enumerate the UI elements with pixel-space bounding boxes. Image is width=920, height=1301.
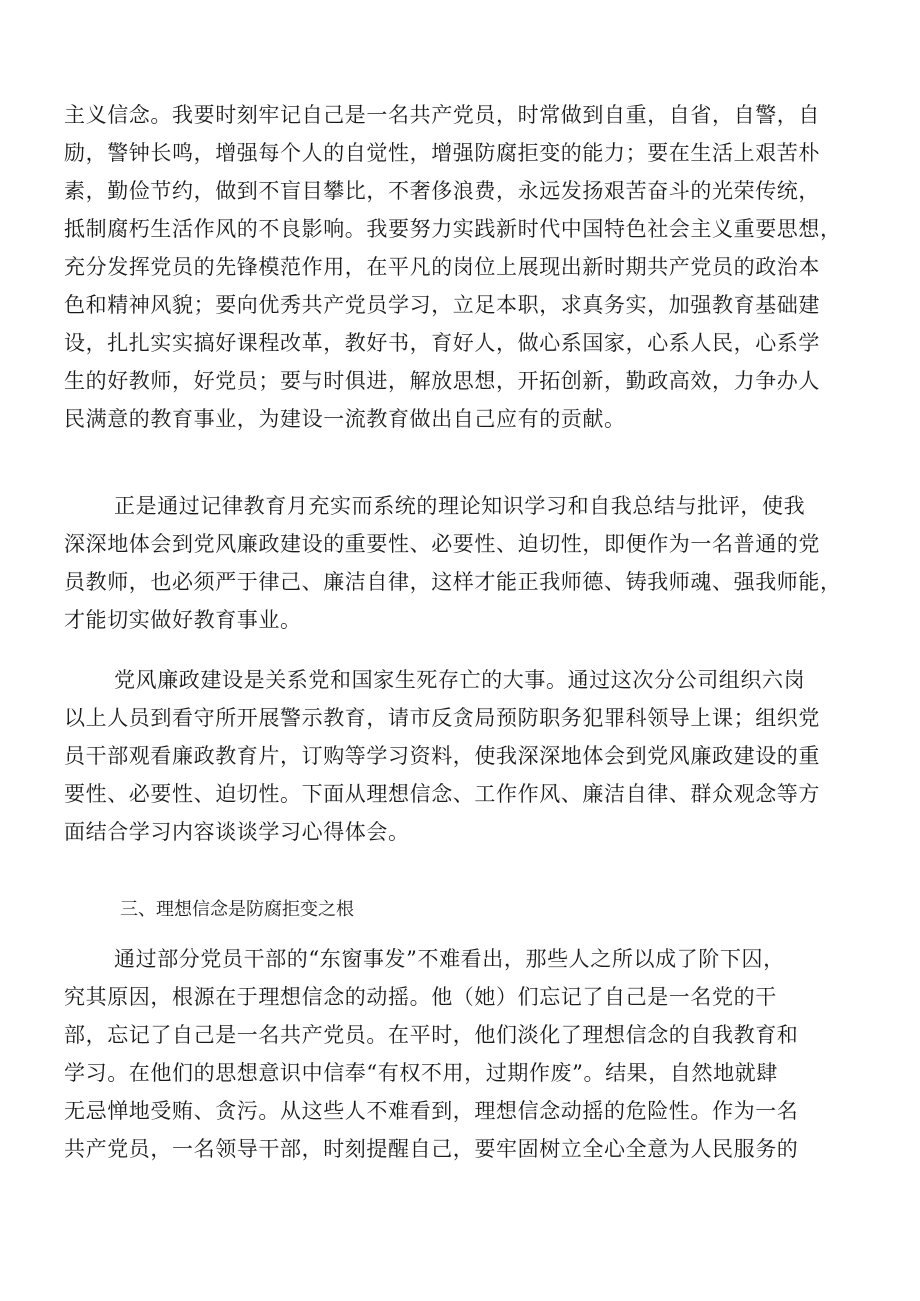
paragraph-4 xyxy=(64,940,864,1168)
paragraph-line: 民满意的教育事业，为建设一流教育做出自己应有的贡献。 xyxy=(64,407,626,431)
paragraph-line: 设，扎扎实实搞好课程改革，教好书，育好人，做心系国家，心系人民，心系学 xyxy=(64,331,820,355)
paragraph-line: 抵制腐朽生活作风的不良影响。我要努力实践新时代中国特色社会主义重要思想， xyxy=(64,217,842,241)
paragraph-line: 共产党员，一名领导干部，时刻提醒自己，要牢固树立全心全意为人民服务的 xyxy=(64,1137,799,1161)
paragraph-line: 色和精神风貌；要向优秀共产党员学习，立足本职，求真务实，加强教育基础建 xyxy=(64,293,820,317)
paragraph-line: 主义信念。我要时刻牢记自己是一名共产党员，时常做到自重，自省，自警，自 xyxy=(64,103,820,127)
paragraph-line: 学习。在他们的思想意识中信奉“有权不用，过期作废”。结果，自然地就肆 xyxy=(64,1061,778,1085)
paragraph-line: 励，警钟长鸣，增强每个人的自觉性，增强防腐拒变的能力；要在生活上艰苦朴 xyxy=(64,141,820,165)
paragraph-line: 生的好教师，好党员；要与时俱进，解放思想，开拓创新，勤政高效，力争办人 xyxy=(64,369,820,393)
paragraph-line: 党风廉政建设是关系党和国家生死存亡的大事。通过这次分公司组织六岗 xyxy=(114,668,806,692)
paragraph-line: 员教师，也必须严于律己、廉洁自律，这样才能正我师德、铸我师魂、强我师能， xyxy=(64,570,842,594)
paragraph-3 xyxy=(64,661,864,851)
paragraph-line: 员干部观看廉政教育片，订购等学习资料，使我深深地体会到党风廉政建设的重 xyxy=(64,744,820,768)
paragraph-line: 充分发挥党员的先锋模范作用，在平凡的岗位上展现出新时期共产党员的政治本 xyxy=(64,255,820,279)
paragraph-line: 面结合学习内容谈谈学习心得体会。 xyxy=(64,820,410,844)
paragraph-line: 素，勤俭节约，做到不盲目攀比，不奢侈浪费，永远发扬艰苦奋斗的光荣传统， xyxy=(64,179,820,203)
paragraph-2 xyxy=(64,487,864,639)
paragraph-line: 究其原因，根源在于理想信念的动摇。他（她）们忘记了自己是一名党的干 xyxy=(64,985,777,1009)
paragraph-line: 以上人员到看守所开展警示教育，请市反贪局预防职务犯罪科领导上课；组织党 xyxy=(64,706,820,730)
paragraph-1 xyxy=(64,96,864,438)
paragraph-line: 部，忘记了自己是一名共产党员。在平时，他们淡化了理想信念的自我教育和 xyxy=(64,1023,799,1047)
section-heading: 三、理想信念是防腐拒变之根 xyxy=(120,899,354,920)
paragraph-line: 深深地体会到党风廉政建设的重要性、必要性、迫切性，即便作为一名普通的党 xyxy=(64,532,820,556)
paragraph-line: 通过部分党员干部的“东窗事发”不难看出，那些人之所以成了阶下囚， xyxy=(114,947,785,971)
paragraph-line: 要性、必要性、迫切性。下面从理想信念、工作作风、廉洁自律、群众观念等方 xyxy=(64,782,820,806)
paragraph-line: 才能切实做好教育事业。 xyxy=(64,608,302,632)
paragraph-line: 无忌惮地受贿、贪污。从这些人不难看到，理想信念动摇的危险性。作为一名 xyxy=(64,1099,799,1123)
paragraph-line: 正是通过记律教育月充实而系统的理论知识学习和自我总结与批评，使我 xyxy=(114,494,806,518)
